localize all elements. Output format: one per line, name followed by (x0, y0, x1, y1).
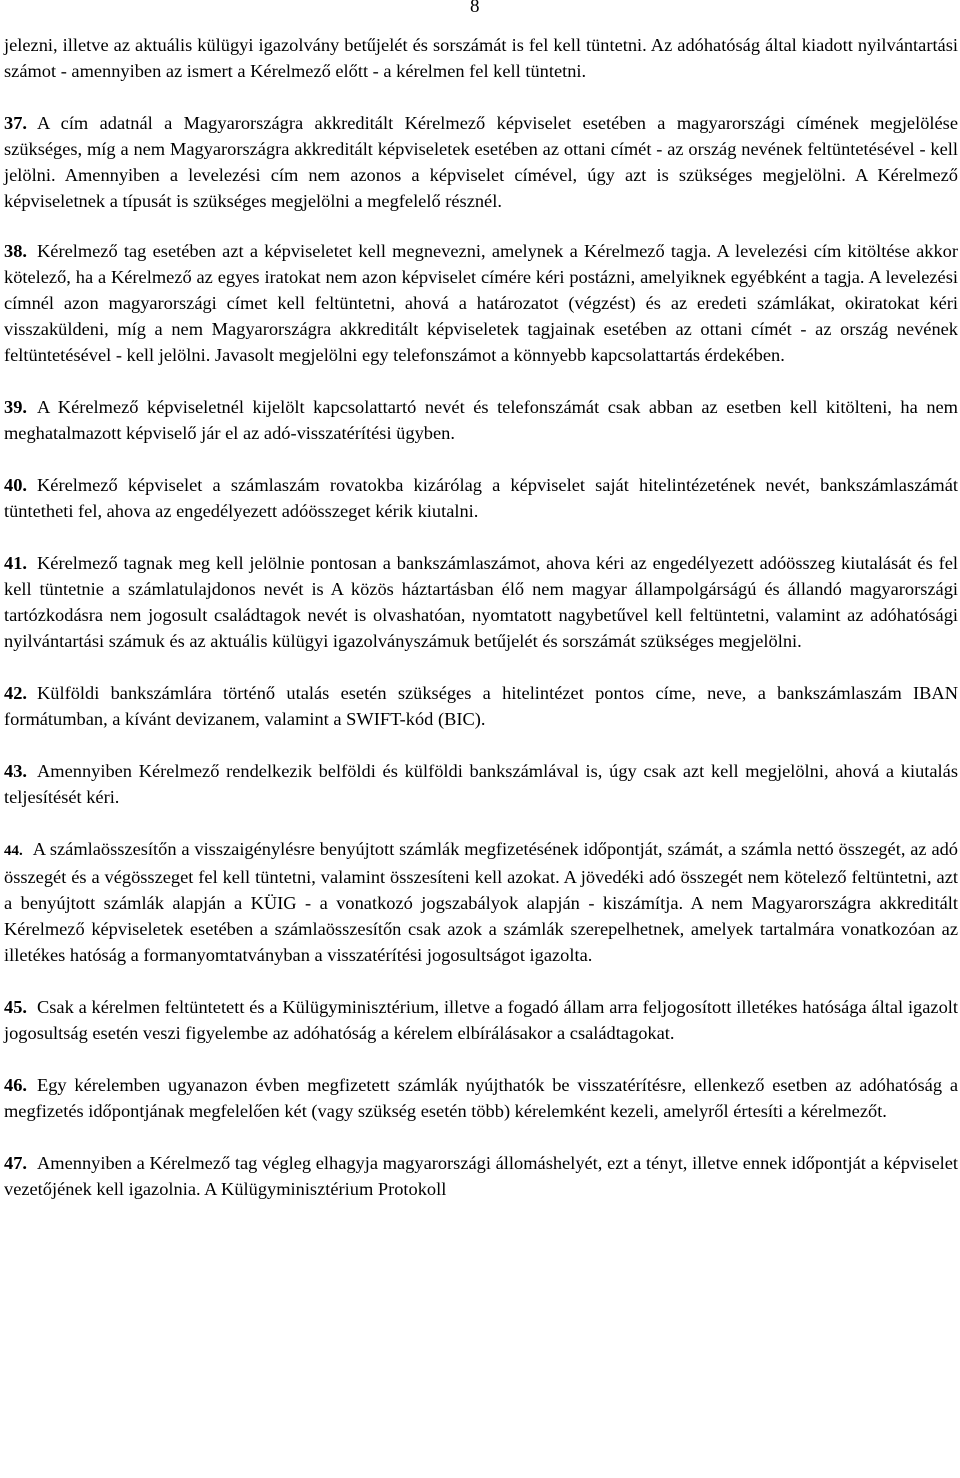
paragraph-text: jelezni, illetve az aktuális külügyi igazolvány betűjelét és sorszámát is fel kell tüntetni. Az adóhatóság által kiadott nyilvántartási számot - amennyiben az ismert a Kérelmező előtt - a kérelmen fel kell tüntetni. (4, 35, 958, 81)
paragraph-text: Kérelmező képviselet a számlaszám rovatokba kizárólag a képviselet saját hitelintézetének nevét, bankszámlaszámát tüntetheti fel, ahova az engedélyezett adóösszeget kérik kiutalni. (4, 475, 958, 521)
paragraph-number: 45. (4, 997, 27, 1017)
paragraph-number: 39. (4, 397, 27, 417)
paragraph-46 (4, 1072, 958, 1124)
paragraph-text: A számlaösszesítőn a visszaigénylésre benyújtott számlák megfizetésének időpontját, számát, a számla nettó összegét, az adó összegét és a végösszeget fel kell tüntetni, valamint összesíteni kell azokat. A jövedéki adó összegét nem kötelező feltüntetni, azt a benyújtott számlák alapján a KÜIG - a vonatkozó jogszabályok alapján - kiszámítja. A nem Magyarországra akkreditált Kérelmező képviseletek esetében a számlaösszesítőn csak azok a számlák szerepelhetnek, amelyek tartalmára vonatkozóan az illetékes hatóság a formanyomtatványban a visszatérítési jogosultságot igazolta. (4, 839, 958, 965)
paragraph-number: 41. (4, 553, 27, 573)
paragraph-text: Amennyiben a Kérelmező tag végleg elhagyja magyarországi állomáshelyét, ezt a tényt, illetve ennek időpontját a képviselet vezetőjének kell igazolnia. A Külügyminisztérium Protokoll (4, 1153, 958, 1199)
paragraph-text: A cím adatnál a Magyarországra akkreditált Kérelmező képviselet esetében a magyarországi címének megjelölése szükséges, míg a nem Magyarországra akkreditált képviseletek esetében az ottani címét - az ország nevének feltüntetésével - kell jelölni. Amennyiben a levelezési cím nem azonos a képviselet címével, úgy azt is szükséges megjelölni. A Kérelmező képviseletnek a típusát is szükséges megjelölni a megfelelő résznél. (4, 113, 958, 211)
paragraph-intro (4, 32, 958, 84)
paragraph-text: Külföldi bankszámlára történő utalás esetén szükséges a hitelintézet pontos címe, neve, a bankszámlaszám IBAN formátumban, a kívánt devizanem, valamint a SWIFT-kód (BIC). (4, 683, 958, 729)
paragraph-text: Kérelmező tagnak meg kell jelölnie pontosan a bankszámlaszámot, ahova kéri az engedélyezett adóösszeg kiutalását és fel kell tüntetnie a számlatulajdonos nevét is A közös háztartásban élő nem magyar állampolgárságú és állandó magyarországi tartózkodásra nem jogosult családtagok nevét is olvashatóan, nyomtatott nagybetűvel kell feltüntetni, valamint az adóhatósági nyilvántartási számuk és az aktuális külügyi igazolványszámuk betűjelét és sorszámát szükséges megjelölni. (4, 553, 958, 651)
paragraph-number: 38. (4, 241, 27, 261)
paragraph-number: 43. (4, 761, 27, 781)
document-body (4, 32, 958, 1228)
page-number: 8 (470, 0, 480, 17)
paragraph-number: 37. (4, 113, 27, 133)
paragraph-number: 46. (4, 1075, 27, 1095)
paragraph-38 (4, 238, 958, 368)
paragraph-42 (4, 680, 958, 732)
paragraph-text: Amennyiben Kérelmező rendelkezik belföldi és külföldi bankszámlával is, úgy csak azt kell megjelölni, ahová a kiutalás teljesítését kéri. (4, 761, 958, 807)
paragraph-41 (4, 550, 958, 654)
paragraph-text: Csak a kérelmen feltüntetett és a Külügyminisztérium, illetve a fogadó állam arra feljogosított illetékes hatósága által igazolt jogosultság esetén veszi figyelembe az adóhatóság a kérelem elbírálásakor a családtagokat. (4, 997, 958, 1043)
paragraph-37 (4, 110, 958, 214)
paragraph-39 (4, 394, 958, 446)
paragraph-number: 40. (4, 475, 27, 495)
paragraph-43 (4, 758, 958, 810)
paragraph-40 (4, 472, 958, 524)
paragraph-45 (4, 994, 958, 1046)
paragraph-44 (4, 836, 958, 968)
paragraph-text: Kérelmező tag esetében azt a képviseletet kell megnevezni, amelynek a Kérelmező tagja. A levelezési cím kitöltése akkor kötelező, ha a Kérelmező az egyes iratokat nem azon képviselet címére kéri postázni, amelyiknek egyébként a tagja. A levelezési címnél azon magyarországi címet kell feltüntetni, ahová a határozatot (végzést) és az eredeti számlákat, okiratokat kéri visszaküldeni, míg a nem Magyarországra akkreditált képviseletek tagjainak esetében az ottani címét - az ország nevének feltüntetésével - kell jelölni. Javasolt megjelölni egy telefonszámot a könnyebb kapcsolattartás érdekében. (4, 241, 958, 365)
paragraph-number: 42. (4, 683, 27, 703)
paragraph-text: Egy kérelemben ugyanazon évben megfizetett számlák nyújthatók be visszatérítésre, ellenkező esetben az adóhatóság a megfizetés időpontjának megfelelően két (vagy szükség esetén több) kérelemként kezeli, amelyről értesíti a kérelmezőt. (4, 1075, 958, 1121)
paragraph-number: 47. (4, 1153, 27, 1173)
paragraph-number: 44. (4, 843, 23, 859)
paragraph-47 (4, 1150, 958, 1202)
paragraph-text: A Kérelmező képviseletnél kijelölt kapcsolattartó nevét és telefonszámát csak abban az esetben kell kitölteni, ha nem meghatalmazott képviselő jár el az adó-visszatérítési ügyben. (4, 397, 958, 443)
